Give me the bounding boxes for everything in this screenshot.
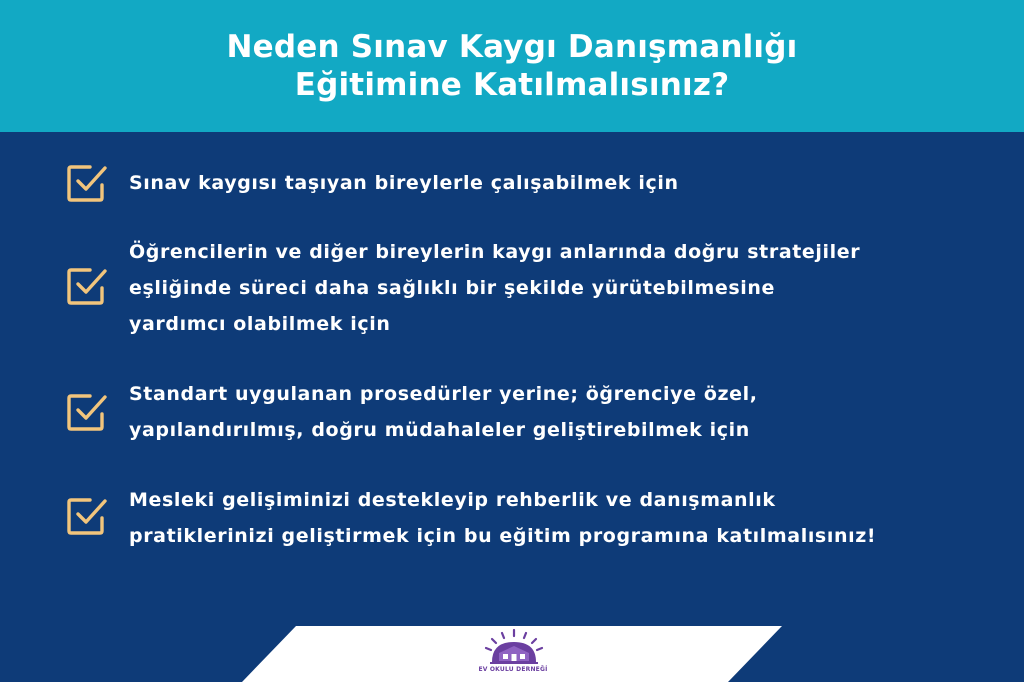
list-item-line: eşliğinde süreci daha sağlıklı bir şekilde yürütebilmesine [129, 277, 776, 299]
checkbox-checked-icon [66, 266, 108, 306]
list-item-text [129, 234, 979, 342]
list-item-line: yardımcı olabilmek için [129, 313, 391, 335]
checkbox-checked-icon [66, 392, 108, 432]
list-item-line: Standart uygulanan prosedürler yerine; öğrenciye özel, [129, 383, 758, 405]
logo-text: EV OKULU DERNEĞİ [478, 666, 548, 673]
list-item-line: Öğrencilerin ve diğer bireylerin kaygı anlarında doğru stratejiler [129, 241, 861, 263]
checkbox-checked-icon [66, 163, 108, 203]
list-item-line: pratiklerinizi geliştirmek için bu eğitim programına katılmalısınız! [129, 525, 877, 547]
list-item-line: Mesleki gelişiminizi destekleyip rehberlik ve danışmanlık [129, 489, 776, 511]
list-item-line: yapılandırılmış, doğru müdahaleler geliştirebilmek için [129, 419, 750, 441]
header-banner [0, 0, 1024, 132]
list-item-text [129, 165, 979, 201]
page-title-line-2: Eğitimine Katılmalısınız? [294, 67, 730, 103]
list-item-text [129, 482, 979, 554]
list-item-text [129, 376, 979, 448]
page-title-line-1: Neden Sınav Kaygı Danışmanlığı [226, 29, 798, 65]
checkbox-checked-icon [66, 496, 108, 536]
list-item-line: Sınav kaygısı taşıyan bireylerle çalışabilmek için [129, 172, 679, 194]
